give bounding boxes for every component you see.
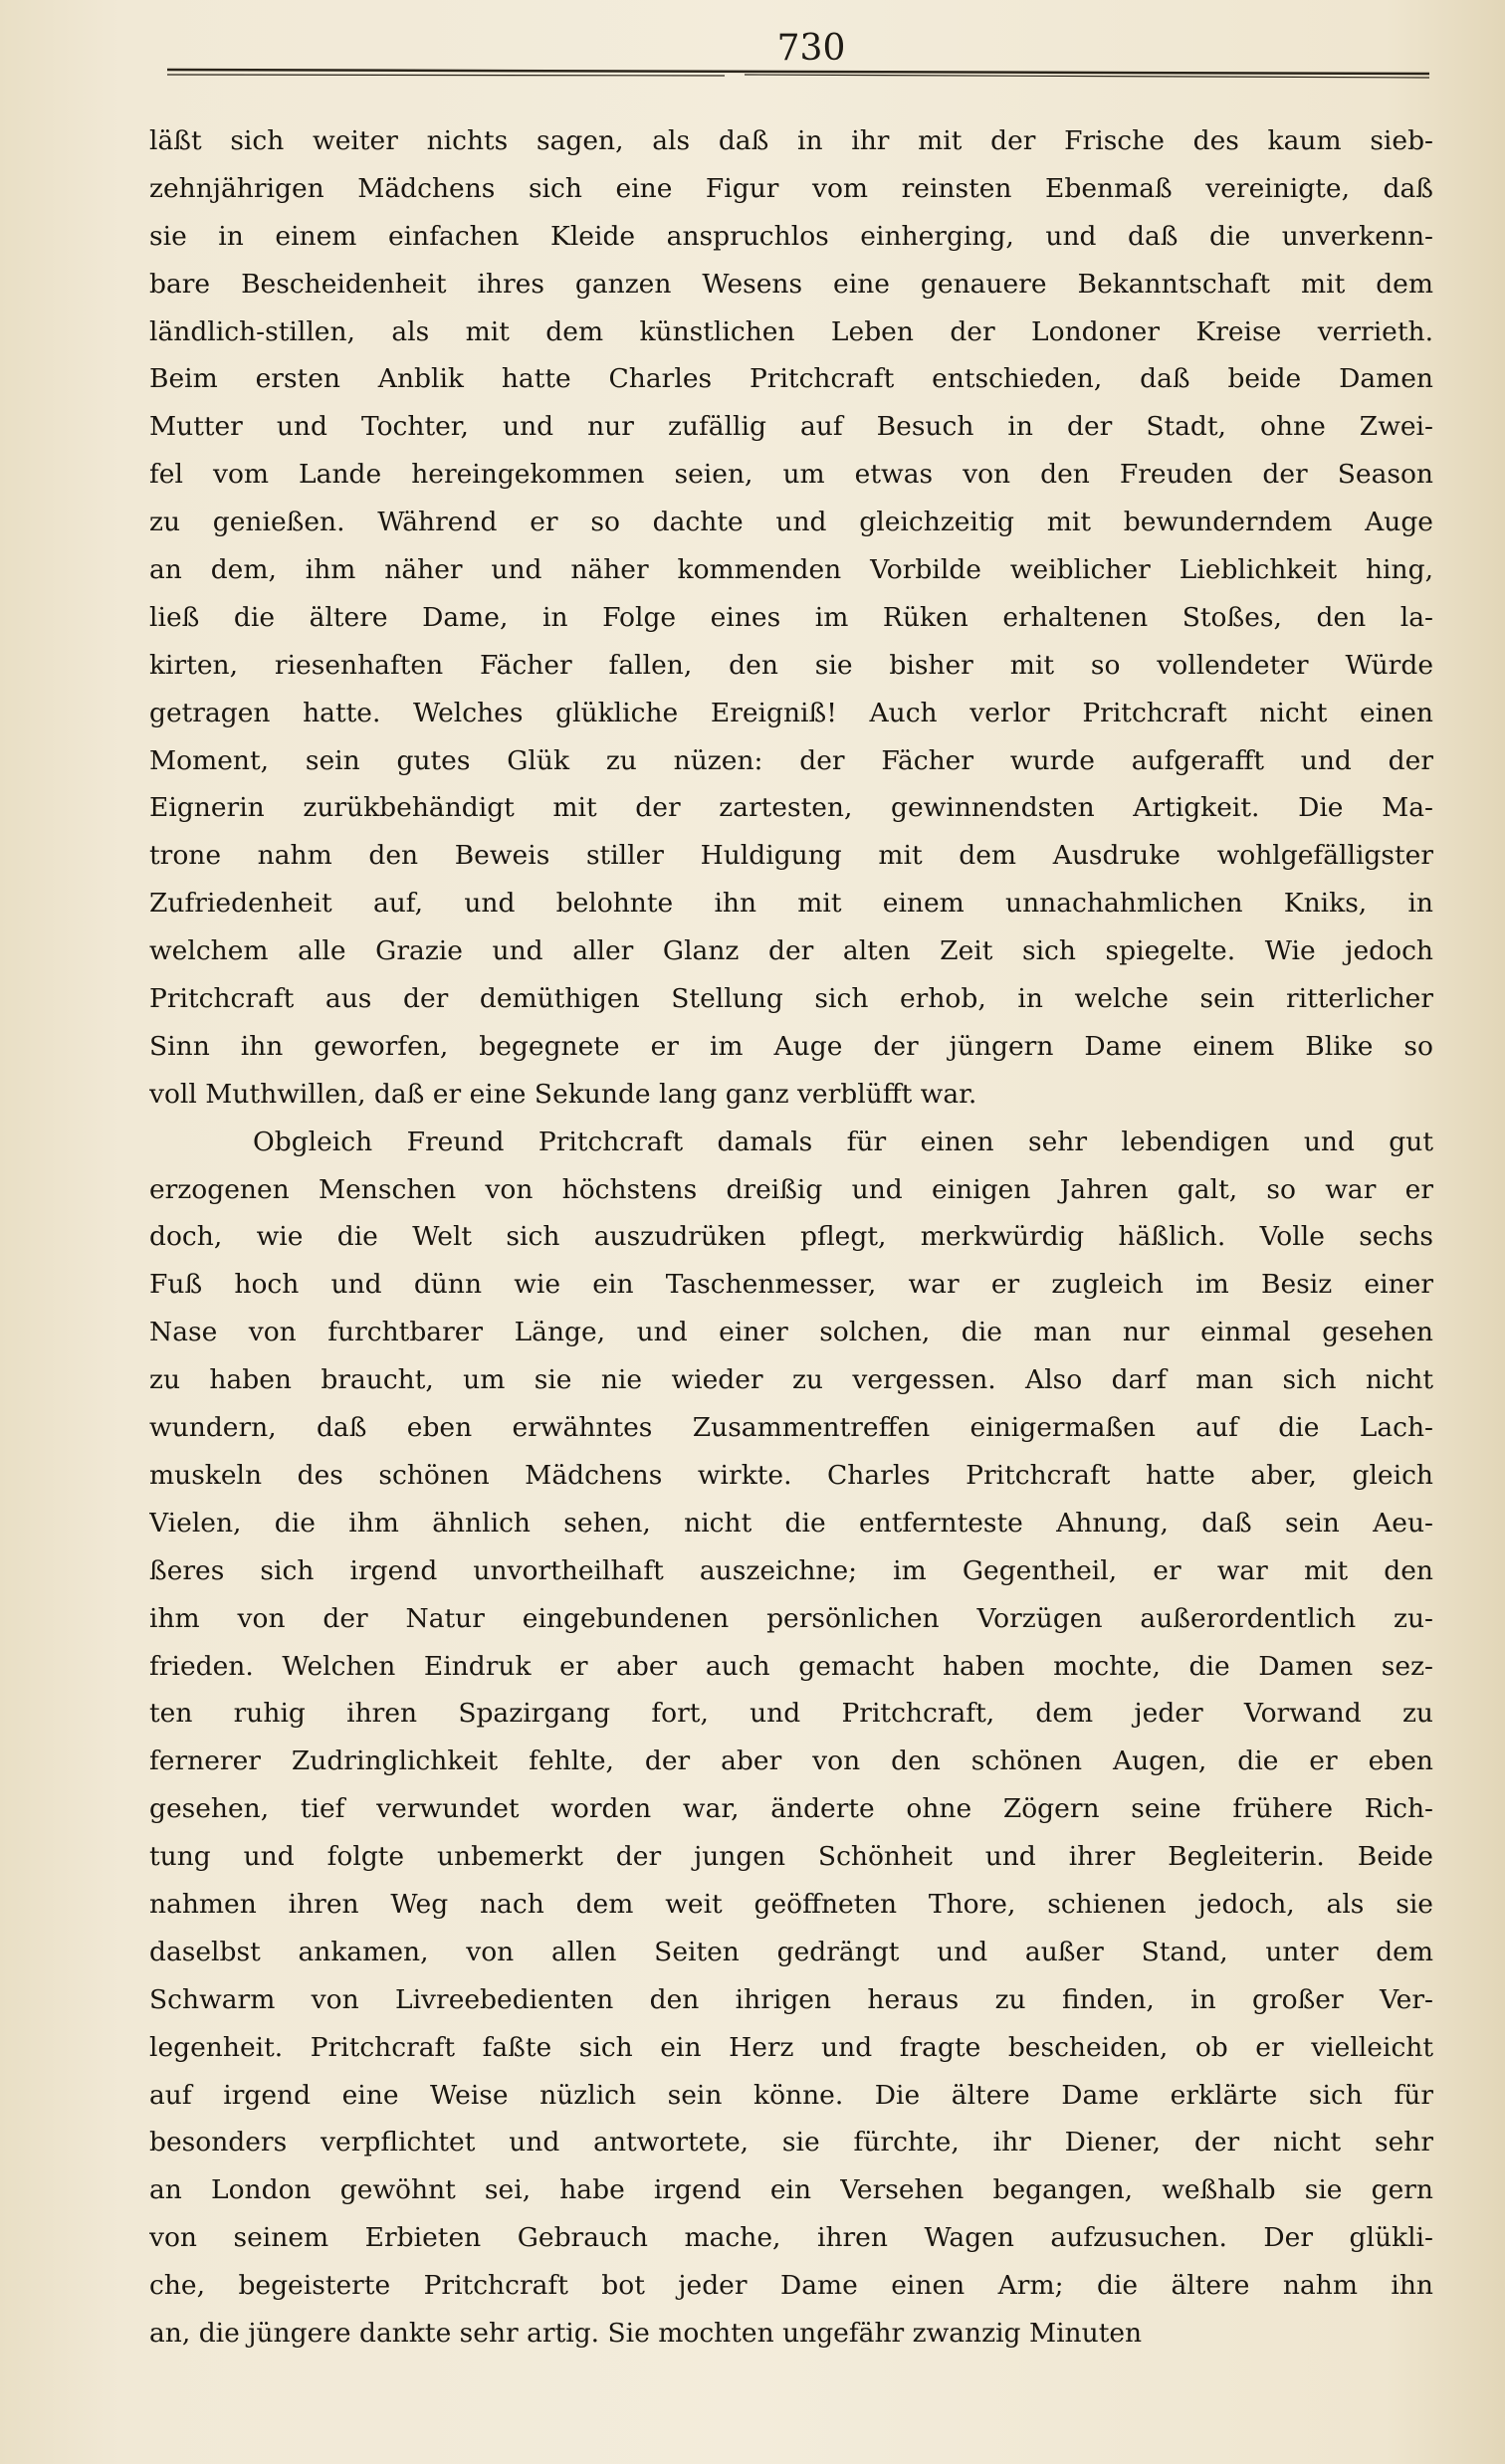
text-line: Schwarm von Livreebedienten den ihrigen heraus zu finden, in großer Ver- (149, 1983, 1433, 2015)
text-line: frieden. Welchen Eindruk er aber auch gemacht haben mochte, die Damen sez- (149, 1650, 1433, 1682)
text-line: daselbst ankamen, von allen Seiten gedrängt und außer Stand, unter dem (149, 1936, 1433, 1967)
text-line: ten ruhig ihren Spazirgang fort, und Pritchcraft, dem jeder Vorwand zu (149, 1698, 1433, 1730)
paragraph (149, 1119, 1433, 2358)
text-line: erzogenen Menschen von höchstens dreißig und einigen Jahren galt, so war er (149, 1173, 1433, 1205)
text-line: ihm von der Natur eingebundenen persönlichen Vorzügen außerordentlich zu- (149, 1602, 1433, 1634)
text-line: ländlich-stillen, als mit dem künstlichen Leben der Londoner Kreise verrieth. (149, 315, 1433, 347)
text-line: Eignerin zurükbehändigt mit der zartesten, gewinnendsten Artigkeit. Die Ma- (149, 792, 1433, 824)
text-line: an London gewöhnt sei, habe irgend ein Versehen begangen, weßhalb sie gern (149, 2174, 1433, 2206)
text-line: getragen hatte. Welches glükliche Ereigniß! Auch verlor Pritchcraft nicht einen (149, 697, 1433, 728)
text-line: fel vom Lande hereingekommen seien, um etwas von den Freuden der Season (149, 459, 1433, 491)
text-line: von seinem Erbieten Gebrauch mache, ihren Wagen aufzusuchen. Der glükli- (149, 2222, 1433, 2254)
text-line: nahmen ihren Weg nach dem weit geöffneten Thore, schienen jedoch, als sie (149, 1888, 1433, 1920)
text-line: welchem alle Grazie und aller Glanz der alten Zeit sich spiegelte. Wie jedoch (149, 935, 1433, 967)
text-line: Obgleich Freund Pritchcraft damals für einen sehr lebendigen und gut (253, 1126, 1433, 1157)
text-line: Nase von furchtbarer Länge, und einer solchen, die man nur einmal gesehen (149, 1317, 1433, 1348)
text-line: tung und folgte unbemerkt der jungen Schönheit und ihrer Begleiterin. Beide (149, 1841, 1433, 1873)
page-number: 730 (776, 28, 846, 69)
text-line: che, begeisterte Pritchcraft bot jeder Dame einen Arm; die ältere nahm ihn (149, 2270, 1433, 2302)
text-line: besonders verpflichtet und antwortete, sie fürchte, ihr Diener, der nicht sehr (149, 2127, 1433, 2158)
text-line: zu genießen. Während er so dachte und gleichzeitig mit bewunderndem Auge (149, 507, 1433, 538)
text-line: Vielen, die ihm ähnlich sehen, nicht die entfernteste Ahnung, daß sein Aeu- (149, 1507, 1433, 1539)
text-line: Zufriedenheit auf, und belohnte ihn mit einem unnachahmlichen Kniks, in (149, 888, 1433, 920)
text-line: doch, wie die Welt sich auszudrüken pflegt, merkwürdig häßlich. Volle sechs (149, 1221, 1433, 1253)
paragraph (149, 117, 1433, 1119)
text-line: legenheit. Pritchcraft faßte sich ein Herz und fragte bescheiden, ob er vielleicht (149, 2031, 1433, 2063)
text-line: Mutter und Tochter, und nur zufällig auf Besuch in der Stadt, ohne Zwei- (149, 411, 1433, 443)
text-line: auf irgend eine Weise nüzlich sein könne. Die ältere Dame erklärte sich für (149, 2079, 1433, 2111)
text-line: zehnjährigen Mädchens sich eine Figur vom reinsten Ebenmaß vereinigte, daß (149, 172, 1433, 204)
text-line: trone nahm den Beweis stiller Huldigung mit dem Ausdruke wohlgefälligster (149, 840, 1433, 872)
text-line: Fuß hoch und dünn wie ein Taschenmesser, war er zugleich im Besiz einer (149, 1269, 1433, 1301)
text-line: Beim ersten Anblik hatte Charles Pritchcraft entschieden, daß beide Damen (149, 363, 1433, 395)
text-line: läßt sich weiter nichts sagen, als daß in ihr mit der Frische des kaum sieb- (149, 125, 1433, 156)
header-rule (167, 66, 1429, 80)
text-line: an dem, ihm näher und näher kommenden Vorbilde weiblicher Lieblichkeit hing, (149, 554, 1433, 586)
text-line: bare Bescheidenheit ihres ganzen Wesens eine genauere Bekanntschaft mit dem (149, 268, 1433, 300)
text-line: Pritchcraft aus der demüthigen Stellung sich erhob, in welche sein ritterlicher (149, 983, 1433, 1015)
text-line: gesehen, tief verwundet worden war, änderte ohne Zögern seine frühere Rich- (149, 1793, 1433, 1825)
text-line: voll Muthwillen, daß er eine Sekunde lang ganz verblüfft war. (149, 1078, 977, 1110)
body-text (149, 117, 1433, 2358)
text-line: ließ die ältere Dame, in Folge eines im Rüken erhaltenen Stoßes, den la- (149, 601, 1433, 633)
text-line: sie in einem einfachen Kleide anspruchlos einherging, und daß die unverkenn- (149, 220, 1433, 252)
text-line: muskeln des schönen Mädchens wirkte. Charles Pritchcraft hatte aber, gleich (149, 1459, 1433, 1491)
text-line: Sinn ihn geworfen, begegnete er im Auge der jüngern Dame einem Blike so (149, 1030, 1433, 1062)
text-line: Moment, sein gutes Glük zu nüzen: der Fächer wurde aufgerafft und der (149, 744, 1433, 776)
text-line: kirten, riesenhaften Fächer fallen, den sie bisher mit so vollendeter Würde (149, 649, 1433, 681)
text-line: an, die jüngere dankte sehr artig. Sie mochten ungefähr zwanzig Minuten (149, 2317, 1143, 2349)
text-line: wundern, daß eben erwähntes Zusammentreffen einigermaßen auf die Lach- (149, 1412, 1433, 1444)
text-line: fernerer Zudringlichkeit fehlte, der aber von den schönen Augen, die er eben (149, 1745, 1433, 1777)
text-line: zu haben braucht, um sie nie wieder zu vergessen. Also darf man sich nicht (149, 1364, 1433, 1396)
text-line: ßeres sich irgend unvortheilhaft auszeichne; im Gegentheil, er war mit den (149, 1554, 1433, 1586)
